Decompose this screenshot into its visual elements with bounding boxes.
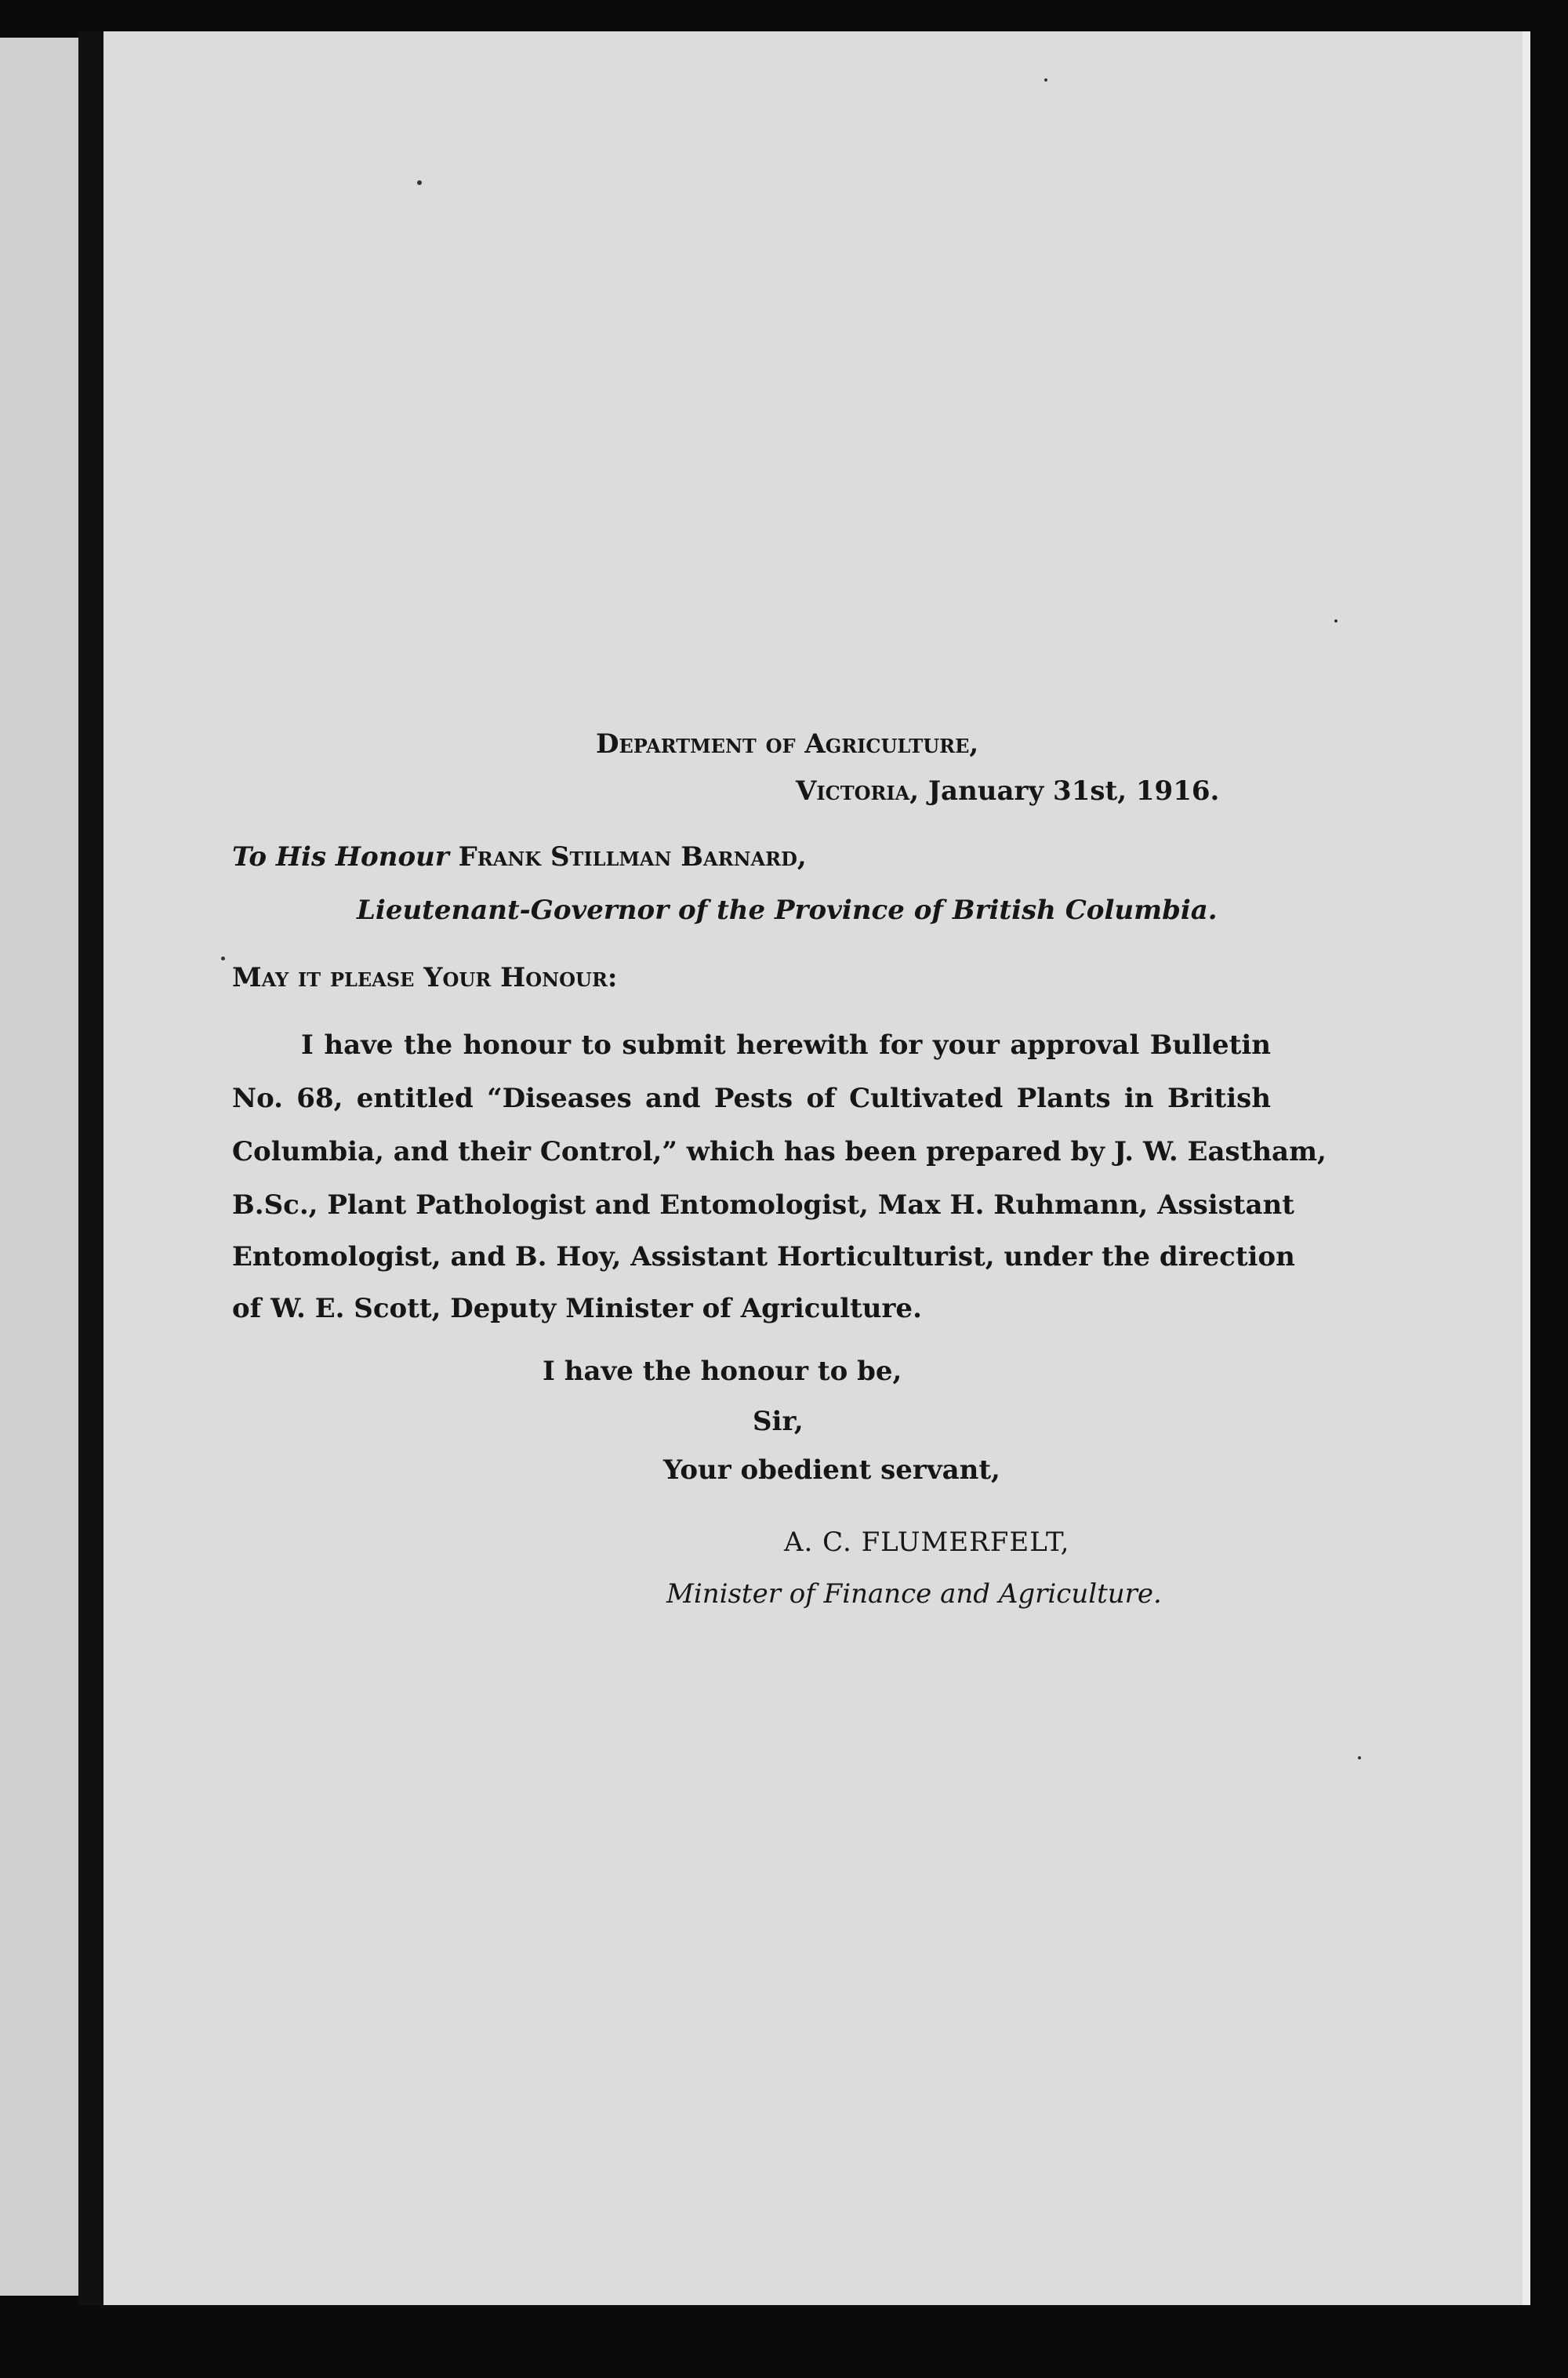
closing-valediction: Your obedient servant, [663, 1454, 1000, 1486]
dust-speck [417, 180, 422, 185]
addressee-line [232, 841, 807, 873]
salutation: May it please Your Honour: [232, 962, 618, 993]
signatory-name: A. C. FLUMERFELT, [784, 1527, 1070, 1558]
binding-gutter [78, 31, 103, 2305]
body-line: B.Sc., Plant Pathologist and Entomologist, Max H. Ruhmann, Assistant [232, 1189, 1294, 1221]
body-line: Columbia, and their Control,” which has been prepared by J. W. Eastham, [232, 1136, 1327, 1167]
page-right-edge [1523, 31, 1530, 2305]
honorific: To His Honour [232, 841, 449, 873]
body-line: of W. E. Scott, Deputy Minister of Agriculture. [232, 1293, 922, 1324]
dust-speck [221, 957, 225, 960]
letter-date: January 31st, 1916. [927, 775, 1220, 807]
dust-speck [1044, 78, 1047, 82]
department-heading: Department of Agriculture, [596, 728, 979, 760]
place-and-date [796, 775, 1220, 807]
closing-line: I have the honour to be, [543, 1356, 902, 1387]
dust-speck [1358, 1756, 1361, 1759]
closing-salutation: Sir, [753, 1406, 804, 1437]
signatory-title: Minister of Finance and Agriculture. [666, 1578, 1162, 1610]
dust-speck [1334, 619, 1338, 623]
place-name: Victoria, [796, 775, 920, 807]
body-line: I have the honour to submit herewith for your approval Bulletin [301, 1029, 1271, 1061]
paper-page [103, 31, 1523, 2305]
addressee-name: Frank Stillman Barnard, [458, 841, 807, 873]
addressee-title: Lieutenant-Governor of the Province of British Columbia. [357, 895, 1218, 926]
body-line: Entomologist, and B. Hoy, Assistant Horticulturist, under the direction [232, 1241, 1295, 1273]
body-line: No. 68, entitled “Diseases and Pests of Cultivated Plants in British [232, 1083, 1271, 1114]
adjacent-page-edge [0, 38, 78, 2296]
